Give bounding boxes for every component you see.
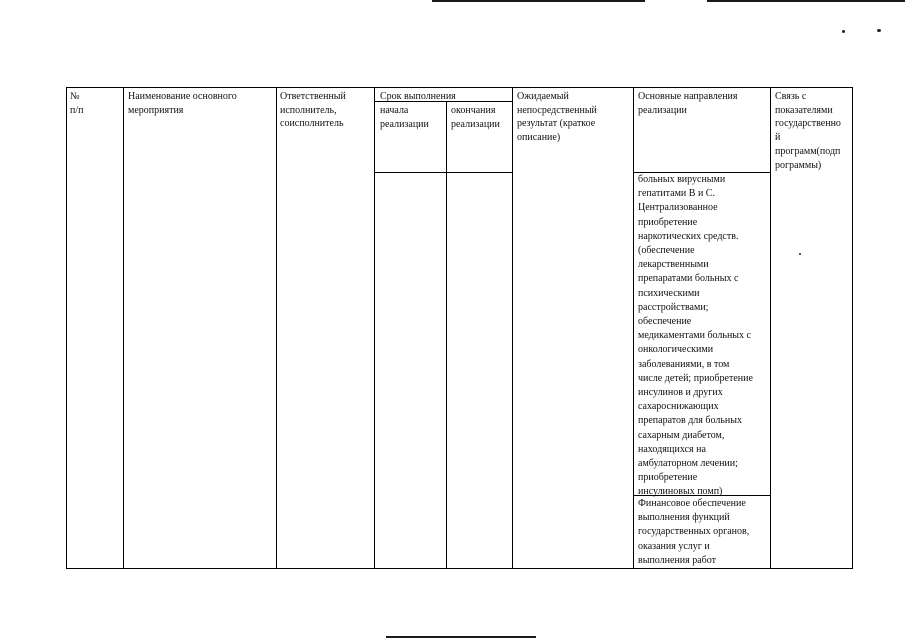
table-border-left	[66, 87, 67, 569]
col-divider	[633, 87, 634, 569]
col-divider	[123, 87, 124, 569]
header-term: Срок выполнения	[380, 91, 456, 102]
table-border-right	[852, 87, 853, 569]
col-divider	[770, 87, 771, 569]
header-activity-name: Наименование основного мероприятия	[128, 91, 237, 116]
header-expected-result: Ожидаемый непосредственный результат (краткое описание)	[517, 91, 597, 144]
table-border-top	[66, 87, 853, 88]
col-divider	[374, 87, 375, 569]
header-number: № п/п	[70, 91, 84, 116]
col-divider	[276, 87, 277, 569]
header-program-link: Связь с показателями государственно й программ(подп рограммы)	[775, 91, 841, 171]
term-row-line	[374, 172, 513, 173]
directions-cell-medicines: больных вирусными гепатитами В и С. Централизованное приобретение наркотических средств. (обеспечение лекарственными препаратами больных с психическими расстройствами; обеспечение медикаментами больных с онкологическими заболеваниями, в том числе детей; приобретение инсулинов и других сахароснижающих препаратов для больных сахарным диабетом, находящихся на амбулаторном лечении; приобретение инсулиновых помп)	[638, 174, 753, 498]
header-term-end: окончания реализации	[451, 105, 500, 130]
header-responsible: Ответственный исполнитель, соисполнитель	[280, 91, 346, 130]
directions-cell-financing: Финансовое обеспечение выполнения функций государственных органов, оказания услуг и выполнения работ	[638, 498, 750, 566]
table-border-bottom	[66, 568, 853, 569]
col-divider	[512, 87, 513, 569]
header-directions: Основные направления реализации	[638, 91, 738, 116]
header-term-start: начала реализации	[380, 105, 429, 130]
